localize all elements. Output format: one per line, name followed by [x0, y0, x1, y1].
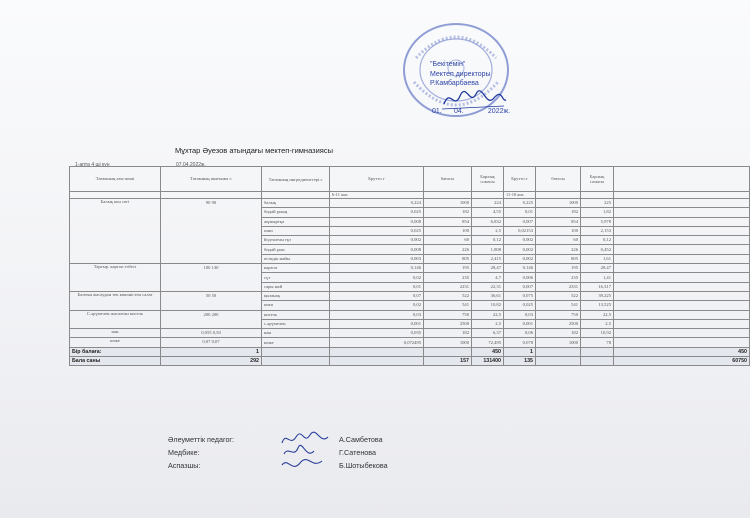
price-6-11: 2500 [424, 319, 472, 328]
dish-portion: 200 200 [161, 310, 262, 329]
dish-portion: 0,07 0,07 [161, 338, 262, 347]
children-sum-a: 157 [424, 356, 472, 365]
price-6-11: 60 [424, 236, 472, 245]
net-11-18: 0,002 [504, 254, 536, 263]
children-sum-1: 131400 [472, 356, 504, 365]
net-11-18: 0,002 [504, 245, 536, 254]
net-6-11: 0,224 [330, 199, 424, 208]
total-sum-2: 450 [614, 347, 750, 356]
total-11-18: 1,41 [581, 273, 614, 282]
net-6-11: 0,07 [330, 291, 424, 300]
approval-title: "Бекітемін" [430, 61, 466, 68]
total-11-18: 16,317 [581, 282, 614, 291]
dish-name: көже [70, 338, 161, 347]
net-11-18: 0,03 [504, 310, 536, 319]
net-6-11: 0,002 [330, 236, 424, 245]
price-11-18: 60 [536, 236, 581, 245]
table-row [70, 199, 750, 208]
total-6-11: 10,82 [472, 301, 504, 310]
price-11-18: 541 [536, 301, 581, 310]
total-6-11: 36,61 [472, 291, 504, 300]
price-6-11: 100 [424, 226, 472, 235]
total-11-18: 39,225 [581, 291, 614, 300]
table-row [70, 291, 750, 300]
total-6-11: 2,5 [472, 319, 504, 328]
total-11-18: 2,153 [581, 226, 614, 235]
net-11-18: 0,225 [504, 199, 536, 208]
total-row-children [70, 356, 750, 365]
signature-person: Б.Шотыбекова [339, 461, 388, 470]
price-6-11: 541 [424, 301, 472, 310]
price-11-18: 522 [536, 291, 581, 300]
net-6-11: 0,03 [330, 310, 424, 319]
ingredient-name: жұмыртқа [262, 217, 330, 226]
total-11-18: 28,47 [581, 264, 614, 273]
price-11-18: 235 [536, 273, 581, 282]
header-total-2: Барлық сомасы [581, 167, 614, 192]
total-11-18: 1,61 [581, 254, 614, 263]
week-label: 1-апта 4 ші күн [75, 162, 110, 168]
total-6-11: 4,7 [472, 273, 504, 282]
total-11-18: 5,978 [581, 217, 614, 226]
price-6-11: 235 [424, 273, 472, 282]
net-11-18: 0,007 [504, 282, 536, 291]
menu-table-body [70, 199, 750, 348]
price-11-18: 1000 [536, 199, 581, 208]
net-11-18: 0,025 [504, 301, 536, 310]
price-11-18: 2331 [536, 282, 581, 291]
net-6-11: 0,025 [330, 226, 424, 235]
signature-person: А.Самбетова [339, 435, 383, 444]
total-6-11: 0,12 [472, 236, 504, 245]
total-6-11: 22,5 [472, 310, 504, 319]
signature-block [168, 435, 588, 474]
dish-portion: 0,055 0,50 [161, 329, 262, 338]
dish-name: Тартыр. картоп езбесі [70, 264, 161, 292]
signature-role: Аспазшы: [168, 461, 201, 470]
header-price-2: бағасы [536, 167, 581, 192]
price-6-11: 182 [424, 329, 472, 338]
net-6-11: 0,02 [330, 301, 424, 310]
price-11-18: 1000 [536, 338, 581, 347]
table-header-row [70, 167, 750, 192]
ingredient-name: картоп [262, 264, 330, 273]
total-11-18: 225 [581, 199, 614, 208]
net-11-18: 0,06 [504, 329, 536, 338]
total-6-11: 72,495 [472, 338, 504, 347]
net-6-11: 0,146 [330, 264, 424, 273]
ingredient-name: йодталған тұз [262, 236, 330, 245]
price-6-11: 1000 [424, 338, 472, 347]
table-row [70, 329, 750, 338]
total-11-18: 22,5 [581, 310, 614, 319]
ingredient-name: нан [262, 329, 330, 338]
ingredient-name: бидай ұны [262, 245, 330, 254]
header-net-2: Брутто.г [504, 167, 536, 192]
net-6-11: 0,01 [330, 282, 424, 291]
total-11-18: 2,5 [581, 319, 614, 328]
children-count: 292 [161, 356, 262, 365]
header-dish-name: Тағамның аты-жөні [70, 167, 161, 192]
price-6-11: 2231 [424, 282, 472, 291]
handwritten-signature-icon [278, 455, 336, 475]
price-6-11: 182 [424, 208, 472, 217]
net-11-18: 0,01 [504, 208, 536, 217]
net-11-18: 0,146 [504, 264, 536, 273]
total-label: Бір балаға: [70, 347, 161, 356]
director-signature-icon [440, 84, 510, 114]
total-6-11: 1,808 [472, 245, 504, 254]
net-6-11: 0,003 [330, 254, 424, 263]
approval-director: Р.Камбарбаева [430, 80, 479, 87]
ingredient-name: с.әрүмелен [262, 319, 330, 328]
dish-name: нан [70, 329, 161, 338]
net-11-18: 0,001 [504, 319, 536, 328]
header-portion: Тағамның шығымы г. [161, 167, 262, 192]
net-6-11: 0,008 [330, 245, 424, 254]
price-6-11: 854 [424, 217, 472, 226]
total-sum-1: 450 [472, 347, 504, 356]
net-6-11: 0,035 [330, 329, 424, 338]
ingredient-name: сүт [262, 273, 330, 282]
net-11-18: 0,007 [504, 217, 536, 226]
dish-name: Балғын жасаудан тек көкөністен салат [70, 291, 161, 310]
children-count-2: 135 [504, 356, 536, 365]
price-6-11: 750 [424, 310, 472, 319]
menu-date: 07.04.2022ж. [176, 162, 206, 168]
ingredient-name: өсімдік майы [262, 254, 330, 263]
net-11-18: 0,075 [504, 291, 536, 300]
total-count: 1 [161, 347, 262, 356]
price-11-18: 100 [536, 226, 581, 235]
total-count-2: 1 [504, 347, 536, 356]
dish-portion: 90 90 [161, 199, 262, 264]
ingredient-name: көже [262, 338, 330, 347]
total-11-18: 78 [581, 338, 614, 347]
total-11-18: 10,92 [581, 329, 614, 338]
price-11-18: 2500 [536, 319, 581, 328]
net-6-11: 0,001 [330, 319, 424, 328]
price-11-18: 195 [536, 264, 581, 273]
net-6-11: 0,025 [330, 208, 424, 217]
table-row [70, 310, 750, 319]
net-11-18: 0,078 [504, 338, 536, 347]
age-group-6-11: 6-11 жас [330, 192, 424, 199]
total-11-18: 0,12 [581, 236, 614, 245]
net-6-11: 0,008 [330, 217, 424, 226]
dish-portion: 100 130 [161, 264, 262, 292]
header-price-1: бағасы [424, 167, 472, 192]
price-6-11: 226 [424, 245, 472, 254]
approval-date: 01. 04. 2022ж. [432, 108, 511, 115]
ingredient-name: пияз [262, 226, 330, 235]
approval-position: Мектеп директоры [430, 70, 491, 78]
price-11-18: 750 [536, 310, 581, 319]
page-title: Мұхтар Әуезов атындағы мектеп-гимназиясы [175, 146, 333, 155]
total-6-11: 28,47 [472, 264, 504, 273]
price-6-11: 522 [424, 291, 472, 300]
total-6-11: 4,55 [472, 208, 504, 217]
net-11-18: 0,02153 [504, 226, 536, 235]
ingredient-name: сары май [262, 282, 330, 291]
ingredient-name: бидай ұның [262, 208, 330, 217]
signature-role: Әлеуметтік педагог: [168, 435, 235, 444]
ingredient-name: көкп [262, 301, 330, 310]
header-ingredients: Тағамның ингредиенттері.г [262, 167, 330, 192]
total-6-11: 6,832 [472, 217, 504, 226]
table-row [70, 264, 750, 273]
total-6-11: 2,415 [472, 254, 504, 263]
total-row-one-child [70, 347, 750, 356]
signature-row [168, 435, 588, 448]
total-6-11: 22,31 [472, 282, 504, 291]
ingredient-name: қызанақ [262, 291, 330, 300]
total-11-18: 1,82 [581, 208, 614, 217]
signature-person: Г.Сатенова [339, 448, 377, 457]
dish-name: С.әрүмелен жасалған кисель [70, 310, 161, 329]
price-6-11: 805 [424, 254, 472, 263]
age-group-11-18: 11-18 жас [504, 192, 536, 199]
signature-row [168, 448, 588, 461]
dish-portion: 50 50 [161, 291, 262, 310]
price-6-11: 1000 [424, 199, 472, 208]
children-label: Бала саны [70, 356, 161, 365]
price-6-11: 195 [424, 264, 472, 273]
signature-row [168, 461, 588, 474]
header-net-1: Брутто.г [330, 167, 424, 192]
price-11-18: 182 [536, 208, 581, 217]
ingredient-name: кисель [262, 310, 330, 319]
price-11-18: 805 [536, 254, 581, 263]
net-11-18: 0,006 [504, 273, 536, 282]
header-total-1: Барлық сомасы [472, 167, 504, 192]
menu-table [69, 166, 750, 366]
age-group-row [70, 192, 750, 199]
net-11-18: 0,002 [504, 236, 536, 245]
children-sum-2: 60750 [614, 356, 750, 365]
net-6-11: 0,02 [330, 273, 424, 282]
total-6-11: 2,5 [472, 226, 504, 235]
price-11-18: 226 [536, 245, 581, 254]
net-6-11: 0,072495 [330, 338, 424, 347]
total-6-11: 224 [472, 199, 504, 208]
total-11-18: 13,525 [581, 301, 614, 310]
price-11-18: 854 [536, 217, 581, 226]
total-6-11: 6,37 [472, 329, 504, 338]
price-11-18: 182 [536, 329, 581, 338]
dish-name: Балық кон сөгі [70, 199, 161, 264]
signature-role: Медбике: [168, 448, 200, 457]
ingredient-name: балық [262, 199, 330, 208]
total-11-18: 0,452 [581, 245, 614, 254]
table-row [70, 338, 750, 347]
